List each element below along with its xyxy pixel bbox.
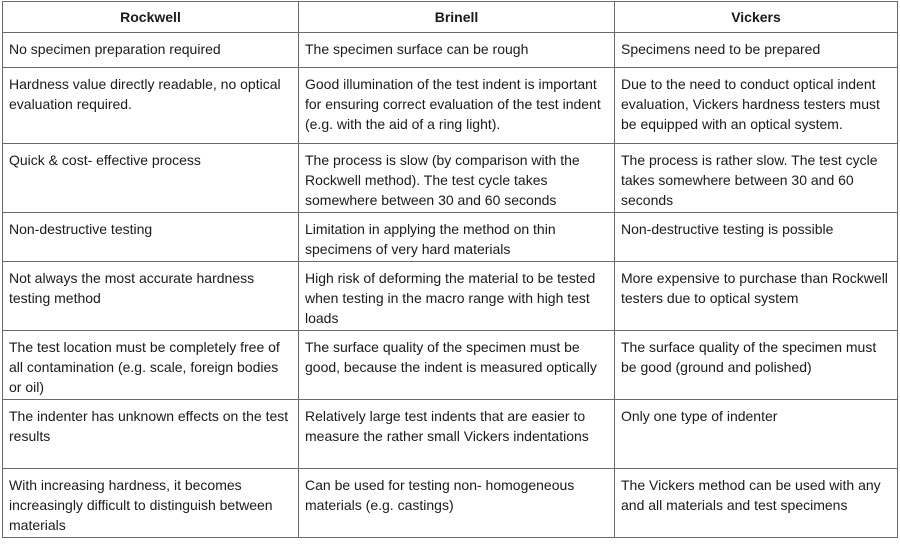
cell-brinell: Relatively large test indents that are easier to measure the rather small Vickers indentations xyxy=(299,400,615,469)
column-header-vickers: Vickers xyxy=(615,2,898,33)
cell-vickers: Specimens need to be prepared xyxy=(615,33,898,68)
cell-brinell: Can be used for testing non- homogeneous materials (e.g. castings) xyxy=(299,469,615,538)
cell-rockwell: The indenter has unknown effects on the test results xyxy=(3,400,299,469)
table-row xyxy=(3,33,898,68)
table-row xyxy=(3,144,898,213)
cell-vickers: Due to the need to conduct optical indent evaluation, Vickers hardness testers must be equipped with an optical system. xyxy=(615,68,898,144)
cell-vickers: More expensive to purchase than Rockwell testers due to optical system xyxy=(615,262,898,331)
cell-rockwell: Non-destructive testing xyxy=(3,213,299,262)
cell-vickers: Only one type of indenter xyxy=(615,400,898,469)
cell-vickers: The surface quality of the specimen must be good (ground and polished) xyxy=(615,331,898,400)
table-row xyxy=(3,469,898,538)
cell-rockwell: Hardness value directly readable, no optical evaluation required. xyxy=(3,68,299,144)
table-row xyxy=(3,262,898,331)
cell-brinell: Limitation in applying the method on thin specimens of very hard materials xyxy=(299,213,615,262)
cell-rockwell: With increasing hardness, it becomes increasingly difficult to distinguish between materials xyxy=(3,469,299,538)
table-row xyxy=(3,213,898,262)
cell-rockwell: The test location must be completely free of all contamination (e.g. scale, foreign bodies or oil) xyxy=(3,331,299,400)
cell-rockwell: Quick & cost- effective process xyxy=(3,144,299,213)
cell-brinell: The specimen surface can be rough xyxy=(299,33,615,68)
column-header-brinell: Brinell xyxy=(299,2,615,33)
cell-brinell: High risk of deforming the material to be tested when testing in the macro range with high test loads xyxy=(299,262,615,331)
hardness-comparison-table xyxy=(2,1,898,538)
cell-brinell: The surface quality of the specimen must be good, because the indent is measured optically xyxy=(299,331,615,400)
cell-vickers: Non-destructive testing is possible xyxy=(615,213,898,262)
column-header-rockwell: Rockwell xyxy=(3,2,299,33)
cell-rockwell: Not always the most accurate hardness testing method xyxy=(3,262,299,331)
cell-rockwell: No specimen preparation required xyxy=(3,33,299,68)
cell-brinell: The process is slow (by comparison with the Rockwell method). The test cycle takes somewhere between 30 and 60 seconds xyxy=(299,144,615,213)
cell-vickers: The process is rather slow. The test cycle takes somewhere between 30 and 60 seconds xyxy=(615,144,898,213)
header-row xyxy=(3,2,898,33)
table-row xyxy=(3,400,898,469)
table-row xyxy=(3,68,898,144)
cell-vickers: The Vickers method can be used with any and all materials and test specimens xyxy=(615,469,898,538)
table-row xyxy=(3,331,898,400)
cell-brinell: Good illumination of the test indent is important for ensuring correct evaluation of the test indent (e.g. with the aid of a ring light). xyxy=(299,68,615,144)
